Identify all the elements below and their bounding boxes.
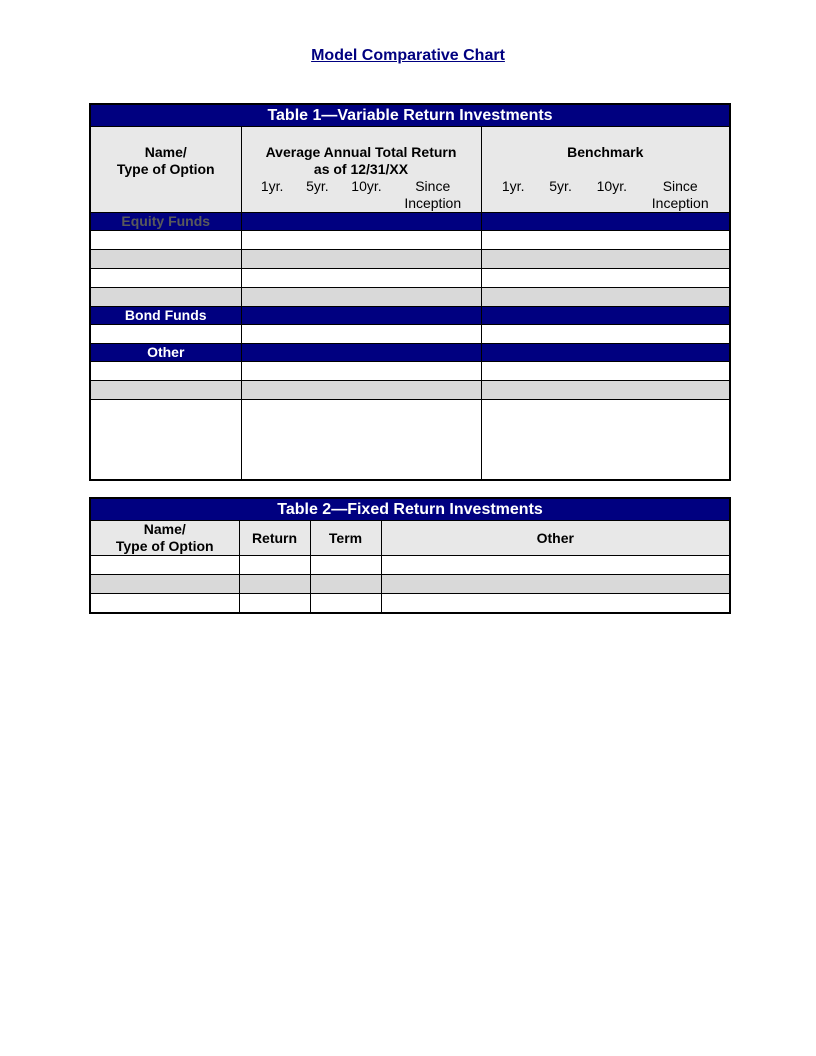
table-cell[interactable] [90,231,241,250]
term-header: Term [310,521,381,556]
benchmark-period-10yr: 10yr. [596,178,627,194]
table-cell[interactable] [90,381,241,400]
section-label-bond: Bond Funds [90,307,241,325]
table-cell[interactable] [481,400,730,481]
avg-return-header-line2: as of 12/31/XX [313,161,409,177]
table-cell[interactable] [90,250,241,269]
table-row [90,381,730,400]
benchmark-period-5yr: 5yr. [549,178,572,194]
since-line1: Since [415,178,451,194]
since-line2: Inception [404,195,462,211]
table-row [90,288,730,307]
name-header-line2: Type of Option [116,161,215,177]
table-row [90,556,730,575]
fixed-return-table [89,497,731,614]
avg-return-header-line1: Average Annual Total Return [265,144,457,160]
table-cell[interactable] [481,231,730,250]
table-cell[interactable] [241,362,481,381]
table-row [90,362,730,381]
table-cell[interactable] [381,556,730,575]
table-row [90,400,730,481]
table-cell[interactable] [481,250,730,269]
table-cell[interactable] [241,288,481,307]
table-cell[interactable] [90,575,239,594]
table-cell[interactable] [241,400,481,481]
table-cell[interactable] [481,381,730,400]
variable-return-table [89,103,731,481]
section-label-other: Other [90,344,241,362]
section-cell [481,307,730,325]
table2-caption: Table 2—Fixed Return Investments [90,498,730,521]
table-cell[interactable] [310,575,381,594]
benchmark-since-line2: Inception [651,195,709,211]
table-cell[interactable] [241,381,481,400]
period-1yr: 1yr. [260,178,284,194]
benchmark-header [481,127,730,213]
table-cell[interactable] [481,362,730,381]
benchmark-period-1yr: 1yr. [501,178,525,194]
table-row [90,325,730,344]
document-title: Model Comparative Chart [311,47,505,64]
section-cell [241,307,481,325]
table1-caption: Table 1—Variable Return Investments [90,104,730,127]
period-since-inception [404,178,461,212]
benchmark-title: Benchmark [567,144,644,160]
table-cell[interactable] [90,400,241,481]
table-cell[interactable] [239,556,310,575]
table-cell[interactable] [90,594,239,614]
section-cell [241,213,481,231]
name-type-header [90,127,241,213]
table-cell[interactable] [310,594,381,614]
section-label-equity: Equity Funds [90,213,241,231]
name-type-header [90,521,239,556]
table-cell[interactable] [241,231,481,250]
section-cell [481,344,730,362]
section-row-bond [90,307,730,325]
table-cell[interactable] [239,575,310,594]
table-row [90,269,730,288]
return-period-columns [242,178,481,212]
table-cell[interactable] [241,269,481,288]
table-cell[interactable] [241,325,481,344]
other-header: Other [381,521,730,556]
table-cell[interactable] [90,269,241,288]
period-10yr: 10yr. [351,178,382,194]
table-cell[interactable] [90,288,241,307]
table-row [90,575,730,594]
table-cell[interactable] [90,325,241,344]
table-cell[interactable] [381,575,730,594]
section-cell [481,213,730,231]
table-row [90,250,730,269]
table-cell[interactable] [241,250,481,269]
table-cell[interactable] [481,288,730,307]
table-cell[interactable] [310,556,381,575]
benchmark-period-since-inception [652,178,709,212]
table-cell[interactable] [481,269,730,288]
avg-annual-return-header [241,127,481,213]
name-header-line1: Name/ [143,521,186,537]
table-cell[interactable] [90,362,241,381]
table-cell[interactable] [481,325,730,344]
benchmark-period-columns [482,178,730,212]
name-header-line1: Name/ [144,144,187,160]
period-5yr: 5yr. [306,178,329,194]
section-row-other [90,344,730,362]
return-header: Return [239,521,310,556]
benchmark-since-line1: Since [662,178,698,194]
name-header-line2: Type of Option [115,538,214,554]
table-row [90,594,730,614]
table-cell[interactable] [90,556,239,575]
table-cell[interactable] [239,594,310,614]
section-row-equity [90,213,730,231]
table-row [90,231,730,250]
section-cell [241,344,481,362]
table-cell[interactable] [381,594,730,614]
